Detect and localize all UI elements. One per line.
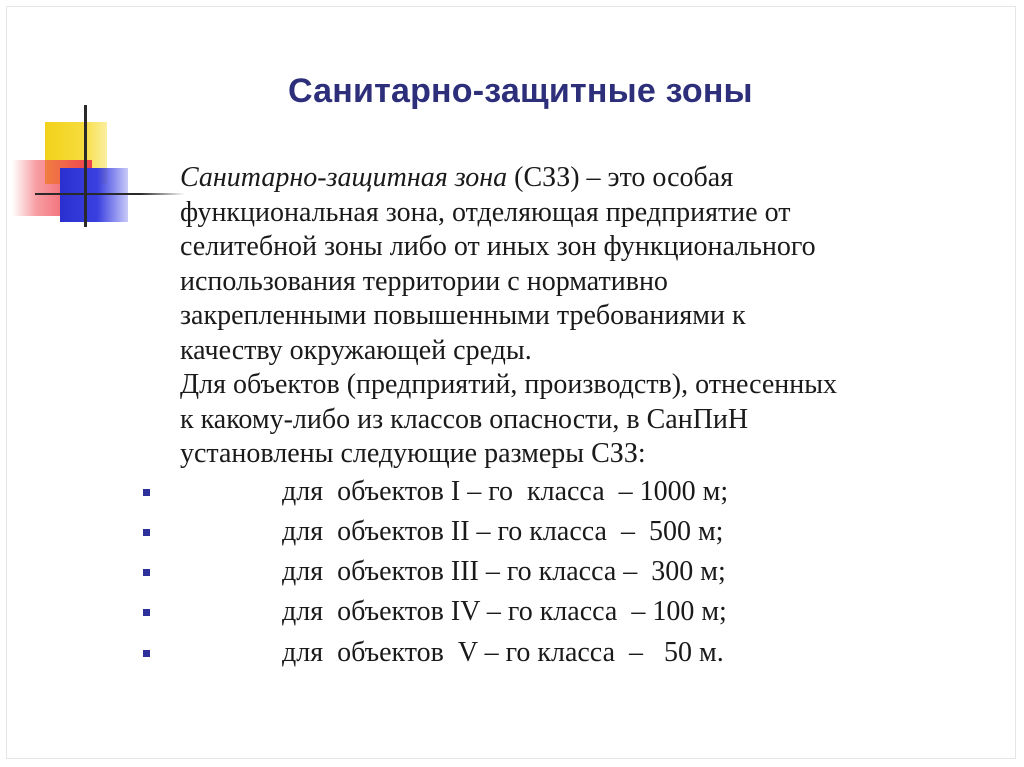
list-item	[0, 634, 1024, 674]
definition-line-1	[180, 161, 816, 196]
list-item-text: для объектов III – го класса – 300 м;	[282, 556, 726, 587]
definition-line: функциональная зона, отделяющая предприятие от	[180, 196, 791, 228]
bullet-icon	[143, 569, 150, 576]
intro-line: установлены следующие размеры СЗЗ:	[180, 438, 646, 469]
list-item	[0, 553, 1024, 593]
definition-line: (СЗЗ) – это особая	[507, 162, 734, 193]
list-item-text: для объектов IV – го класса – 100 м;	[282, 596, 727, 627]
list-item-text: для объектов V – го класса – 50 м.	[282, 637, 724, 668]
bullet-icon	[143, 529, 150, 536]
bullet-icon	[143, 609, 150, 616]
horizontal-line	[35, 193, 185, 195]
intro-line: Для объектов (предприятий, производств), отнесенных	[180, 369, 838, 400]
definition-line: селитебной зоны либо от иных зон функционального	[180, 231, 816, 262]
list-item	[0, 513, 1024, 553]
list-item	[0, 593, 1024, 633]
list-item	[0, 473, 1024, 513]
bullet-icon	[143, 489, 150, 496]
slide-title: Санитарно-защитные зоны	[288, 72, 753, 110]
list-item-text: для объектов I – го класса – 1000 м;	[282, 476, 729, 507]
intro-paragraph	[180, 368, 837, 472]
definition-line: качеству окружающей среды.	[180, 334, 532, 366]
list-item-text: для объектов II – го класса – 500 м;	[282, 516, 724, 547]
blue-square	[60, 168, 128, 222]
intro-line: к какому-либо из классов опасности, в СанПиН	[180, 403, 749, 435]
definition-paragraph	[180, 161, 816, 368]
vertical-line	[84, 105, 87, 227]
definition-line: закрепленными повышенными требованиями к	[180, 300, 746, 331]
bullet-icon	[143, 650, 150, 657]
definition-line: использования территории с нормативно	[180, 265, 668, 297]
definition-term: Санитарно-защитная зона	[180, 162, 508, 193]
decorative-logo	[0, 0, 150, 240]
